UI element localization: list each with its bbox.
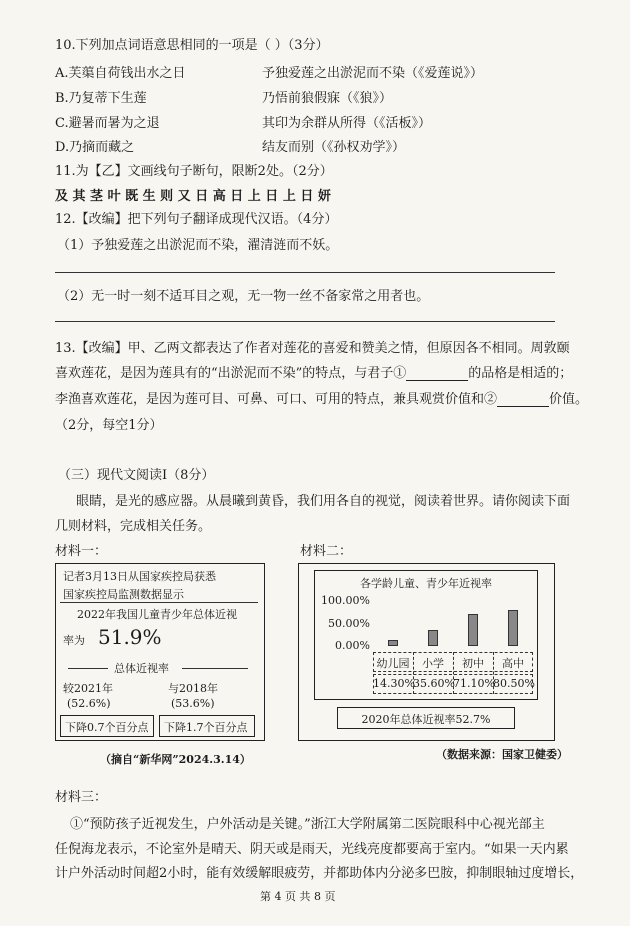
material-1-source: （摘自“新华网”2024.3.14） [100,753,251,766]
m1-drop-right: 下降1.7个百分点 [164,721,248,734]
value-label: 80.50% [493,677,535,690]
category-label: 高中 [502,657,524,670]
q12-stem: 12.【改编】把下列句子翻译成现代汉语。（4分） [55,212,338,227]
category-label: 幼儿园 [376,657,410,670]
section-3-intro-2: 几则材料，完成相关任务。 [55,519,212,534]
material-3-para-2: 任倪海龙表示，不论室外是晴天、阴天或是雨天，光线亮度都要高于室内。“如果一天内累 [55,842,569,857]
category-separator [413,652,414,694]
category-label: 小学 [422,657,444,670]
q10-option-a-left: A.芙蕖自荷钱出水之日 [55,66,186,81]
value-label: 14.30% [373,677,415,690]
value-label: 71.10% [453,677,495,690]
bar-3 [508,610,518,646]
material-3-para-3: 计户外活动时间超2小时，能有效缓解眼疲劳，并都助体内分泌多巴胺，抑制眼轴过度增长， [55,866,584,881]
q10-option-a-right: 予独爱莲之出淤泥而不染（《爱莲说》） [262,66,484,81]
q13-line-3 [55,388,588,407]
y-tick-label: 0.00% [335,639,370,652]
section-3-intro-1: 眼睛，是光的感应器。从晨曦到黄昏，我们用各自的视觉，阅读着世界。请你阅读下面 [76,494,571,509]
material-3-label: 材料三： [55,790,108,805]
q11-stem: 11.为【乙】文画线句子断句，限断2处。（2分） [55,164,333,179]
q13-line-3a: 李渔喜欢莲花，是因为莲可目、可鼻、可口、可用的特点，兼具观赏价值和② [55,392,498,407]
chart-title: 各学龄儿童、青少年近视率 [360,577,492,590]
m1-divider [60,602,258,603]
material-1-box [55,563,265,741]
m1-compare-left-b: (52.6%) [67,697,111,710]
q13-line-3b: 价值。 [549,392,589,407]
m1-rule-left [68,668,108,669]
q10-stem: 10.下列加点词语意思相同的一项是（ ）（3分） [55,38,329,53]
q12-item-1: （1）予独爱莲之出淤泥而不染，濯清涟而不妖。 [57,238,339,253]
q10-option-b-right: 乃悟前狼假寐（《狼》） [262,91,393,106]
chart-footer-box [337,707,515,729]
q10-option-d-right: 结友而别（《孙权劝学》） [262,140,406,155]
m1-rule-right [182,668,248,669]
blank-1[interactable] [406,366,468,381]
page-number: 第 4 页 共 8 页 [260,890,336,903]
category-separator [493,652,494,694]
q11-sentence: 及 其 茎 叶 既 生 则 又 日 高 日 上 日 上 日 妍 [55,189,331,204]
q10-option-b-left: B.乃复蒂下生莲 [55,91,147,106]
m1-drop-left-box [60,715,154,737]
m1-header-1: 记者3月13日从国家疾控局获悉 [63,570,216,583]
material-2-source: （数据来源：国家卫健委） [436,748,568,761]
bar-2 [468,614,478,646]
q13-line-2 [55,362,572,381]
category-separator [453,652,454,694]
chart-frame [314,570,538,700]
chart-footer: 2020年总体近视率52.7% [361,713,491,726]
m1-drop-left: 下降0.7个百分点 [65,721,149,734]
answer-line-2[interactable] [55,321,555,322]
m1-overall-label: 总体近视率 [114,662,169,675]
m1-drop-right-box [159,715,255,737]
answer-line-1[interactable] [55,272,555,273]
m1-header-2: 国家疾控局监测数据显示 [63,588,184,601]
m1-compare-right-b: (53.6%) [171,697,215,710]
q10-option-d-left: D.乃摘而藏之 [55,140,135,155]
chart-plot [315,571,537,699]
material-2-label: 材料二： [300,544,353,559]
section-3-title: （三）现代文阅读Ⅰ（8分） [58,468,215,483]
m1-rate-prefix: 率为 [63,634,85,647]
q13-line-1: 13.【改编】甲、乙两文都表达了作者对莲花的喜爱和赞美之情，但原因各不相同。周敦颐 [55,341,570,356]
bar-1 [428,630,438,646]
material-1-label: 材料一： [55,544,108,559]
q13-line-2a: 喜欢莲花，是因为莲具有的“出淤泥而不染”的特点，与君子① [55,366,407,381]
material-2-box [298,563,555,741]
bar-0 [388,640,398,646]
m1-rate: 51.9% [98,625,162,649]
q10-option-c-right: 其印为余群从所得（《活板》） [262,116,432,131]
value-label: 35.60% [413,677,455,690]
material-3-para-1: ①“预防孩子近视发生，户外活动是关键。”浙江大学附属第二医院眼科中心视光部主 [70,817,545,832]
m1-line-1: 2022年我国儿童青少年总体近视 [77,608,237,621]
y-tick-label: 50.00% [328,616,370,630]
category-label: 初中 [462,657,484,670]
m1-compare-right-a: 与2018年 [168,682,218,695]
y-tick-label: 100.00% [321,594,370,607]
q13-line-2b: 的品格是相适的； [468,366,573,381]
q12-item-2: （2）无一时一刻不适耳目之观，无一物一丝不备家常之用者也。 [57,289,430,304]
m1-compare-left-a: 较2021年 [63,682,113,695]
q13-line-4: （2分，每空1分） [55,418,163,433]
blank-2[interactable] [497,392,549,407]
q10-option-c-left: C.避暑而暑为之退 [55,116,160,131]
